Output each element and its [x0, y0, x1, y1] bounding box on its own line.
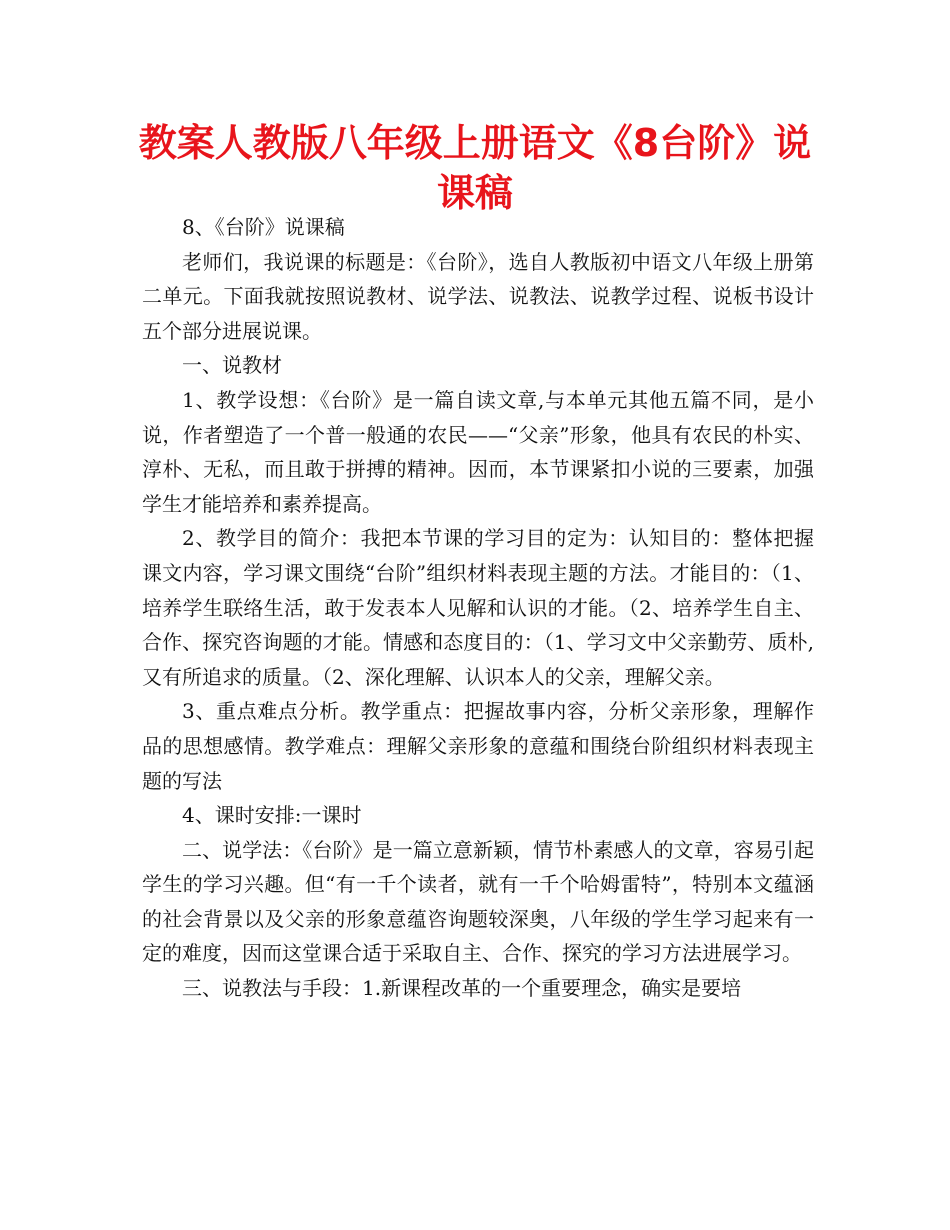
section-heading-textbook: 一、说教材	[182, 353, 282, 378]
paragraph-intro: 老师们，我说课的标题是：《台阶》，选自人教版初中语文八年级上册第二单元。下面我就按照说教材、说学法、说教法、说教学过程、说板书设计五个部分进展说课。	[142, 249, 814, 343]
paragraph-teaching-goals: 2、教学目的简介：我把本节课的学习目的定为：认知目的：整体把握课文内容，学习课文围绕“台阶”组织材料表现主题的方法。才能目的：（1、培养学生联络生活，敢于发表本人见解和认识的才能。（2、培养学生自主、合作、探究咨询题的才能。情感和态度目的：（1、学习文中父亲勤劳、质朴,又有所追求的质量。（2、深化理解、认识本人的父亲，理解父亲。	[142, 526, 814, 689]
document-title: 教案人教版八年级上册语文《8台阶》说课稿	[138, 121, 812, 215]
paragraph-schedule: 4、课时安排:一课时	[182, 803, 362, 828]
paragraph-key-points: 3、重点难点分析。教学重点：把握故事内容，分析父亲形象，理解作品的思想感情。教学难点：理解父亲形象的意蕴和围绕台阶组织材料表现主题的写法	[142, 699, 814, 793]
paragraph-heading: 8、《台阶》说课稿	[182, 215, 345, 239]
paragraph-teaching-method: 三、说教法与手段：1.新课程改革的一个重要理念，确实是要培	[182, 976, 742, 1001]
document-body	[142, 210, 814, 1006]
paragraph-learning-method: 二、说学法：《台阶》是一篇立意新颖，情节朴素感人的文章，容易引起学生的学习兴趣。但“有一千个读者，就有一千个哈姆雷特”，特别本文蕴涵的社会背景以及父亲的形象意蕴咨询题较深奥，八年级的学生学习起来有一定的难度，因而这堂课合适于采取自主、合作、探究的学习方法进展学习。	[142, 837, 814, 966]
paragraph-teaching-idea: 1、教学设想：《台阶》是一篇自读文章,与本单元其他五篇不同，是小说，作者塑造了一个普一般通的农民——“父亲”形象，他具有农民的朴实、淳朴、无私，而且敢于拼搏的精神。因而，本节课紧扣小说的三要素，加强学生才能培养和素养提高。	[142, 387, 814, 516]
